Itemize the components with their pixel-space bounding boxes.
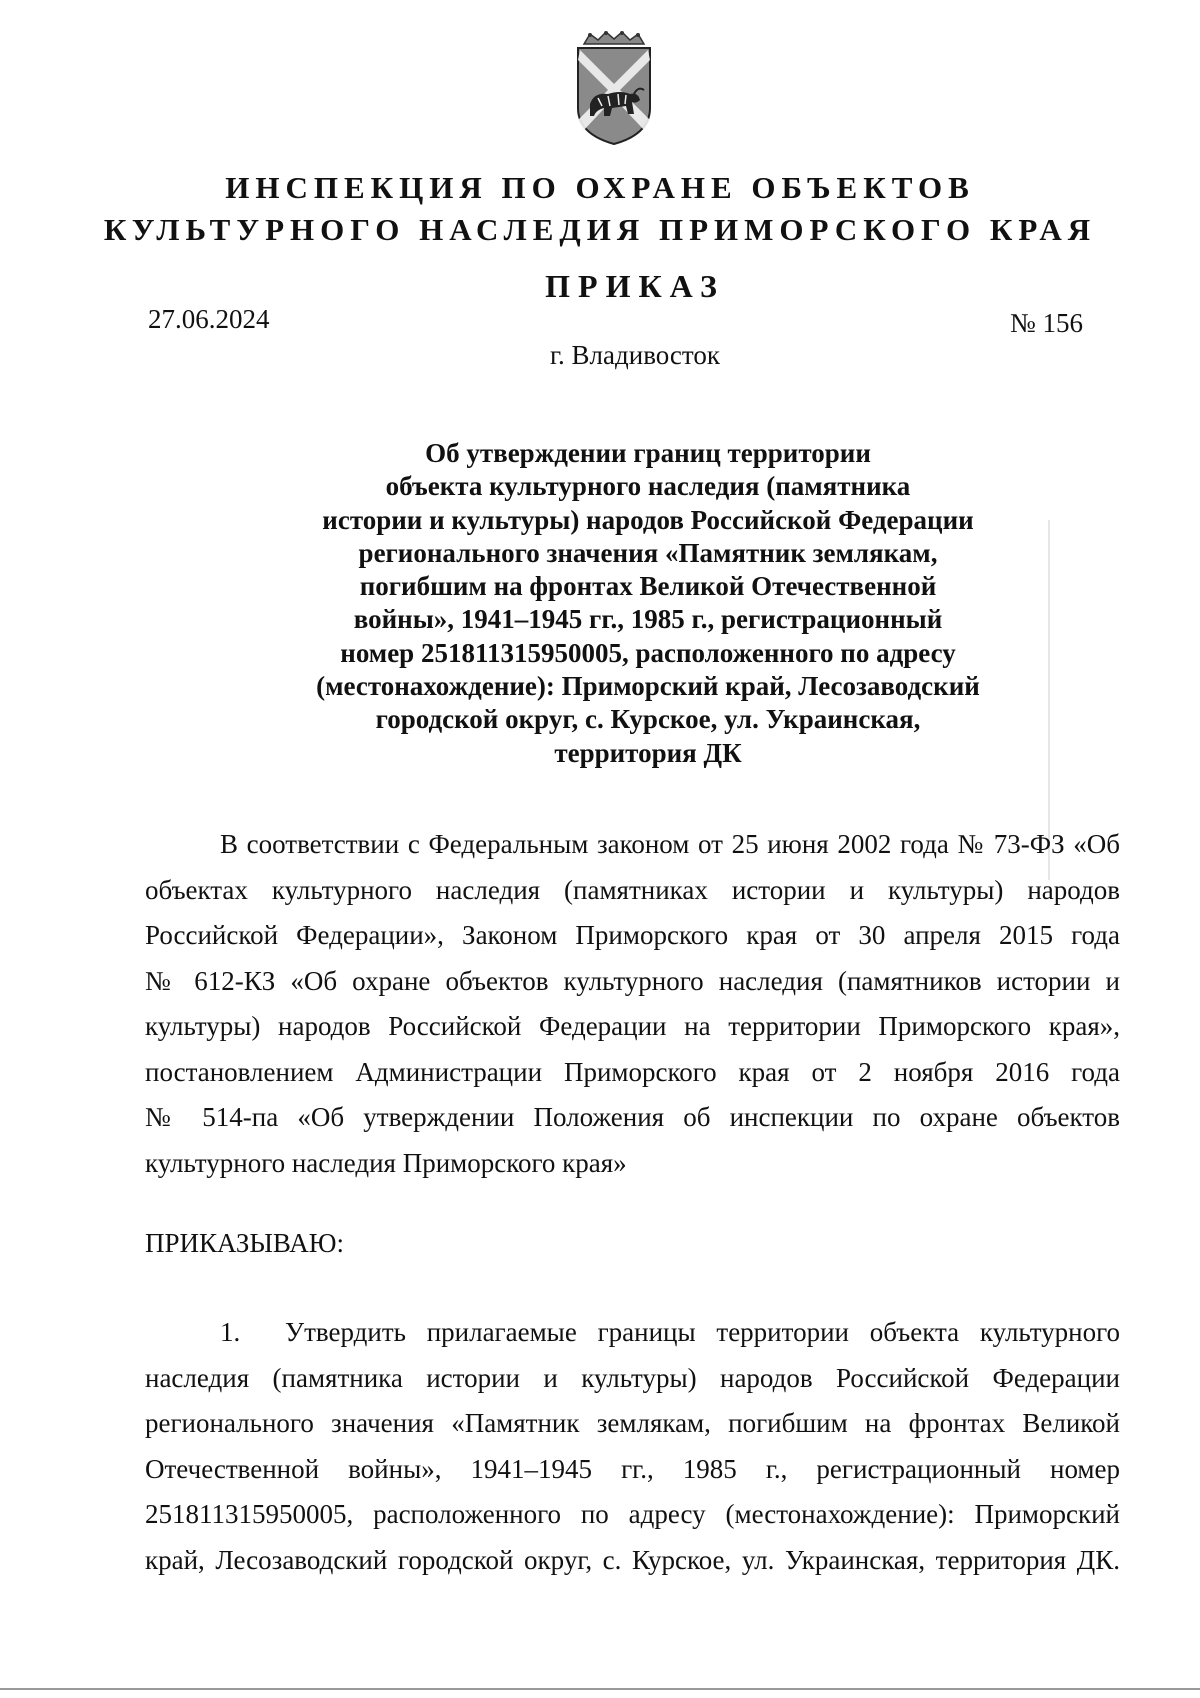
page-bottom-edge: [0, 1688, 1200, 1690]
organization-name-line-1: ИНСПЕКЦИЯ ПО ОХРАНЕ ОБЪЕКТОВ: [225, 170, 975, 205]
preamble-line: культуры) народов Российской Федерации на территории Приморского края»,: [145, 1011, 1120, 1041]
preamble-line: № 514-па «Об утверждении Положения об инспекции по охране объектов: [145, 1102, 1120, 1132]
preamble-line: постановлением Администрации Приморского края от 2 ноября 2016 года: [145, 1056, 1120, 1087]
subject-line: Об утверждении границ территории: [425, 438, 871, 468]
subject-line: территория ДК: [554, 737, 742, 768]
preamble-line: № 612-КЗ «Об охране объектов культурного наследия (памятников истории и: [145, 965, 1120, 996]
document-type: ПРИКАЗ: [545, 268, 725, 304]
document-date: 27.06.2024: [148, 304, 270, 334]
coat-of-arms-icon: [564, 30, 664, 148]
subject-line: войны», 1941–1945 гг., 1985 г., регистрационный: [353, 604, 943, 635]
subject-line: номер 251811315950005, расположенного по адресу: [340, 637, 956, 668]
preamble-paragraph: [145, 822, 1120, 1186]
subject-line: истории и культуры) народов Российской Федерации: [322, 504, 974, 535]
order-subject: [290, 437, 1006, 770]
item-line: наследия (памятника истории и культуры) народов Российской Федерации: [145, 1362, 1120, 1393]
preamble-line: Российской Федерации», Законом Приморского края от 30 апреля 2015 года: [145, 920, 1120, 950]
document-city: г. Владивосток: [550, 340, 720, 370]
order-item-1: [145, 1310, 1120, 1583]
item-line: 251811315950005, расположенного по адресу (местонахождение): Приморский: [145, 1499, 1120, 1529]
subject-line: городской округ, с. Курское, ул. Украинская,: [375, 704, 921, 735]
organization-name-line-2: КУЛЬТУРНОГО НАСЛЕДИЯ ПРИМОРСКОГО КРАЯ: [103, 212, 1097, 247]
subject-line: погибшим на фронтах Великой Отечественной: [359, 571, 937, 602]
preamble-line: объектах культурного наследия (памятниках истории и культуры) народов: [145, 874, 1120, 905]
document-number: № 156: [1010, 308, 1084, 338]
item-line-text: Утвердить прилагаемые границы территории объекта культурного: [285, 1317, 1120, 1347]
item-line: [145, 1310, 1120, 1356]
preamble-line: В соответствии с Федеральным законом от 25 июня 2002 года № 73-ФЗ «Об: [220, 829, 1120, 859]
item-line: край, Лесозаводский городской округ, с. Курское, ул. Украинская, территория ДК.: [145, 1544, 1120, 1575]
subject-line: (местонахождение): Приморский край, Лесозаводский: [316, 671, 980, 702]
subject-line: объекта культурного наследия (памятника: [385, 471, 911, 502]
order-directive-word: ПРИКАЗЫВАЮ:: [145, 1228, 344, 1258]
subject-line: регионального значения «Памятник землякам,: [358, 537, 938, 568]
preamble-line: культурного наследия Приморского края»: [145, 1147, 627, 1178]
item-line: Отечественной войны», 1941–1945 гг., 1985 г., регистрационный номер: [145, 1453, 1120, 1484]
item-number: 1.: [220, 1317, 241, 1347]
item-line: регионального значения «Памятник землякам, погибшим на фронтах Великой: [145, 1408, 1120, 1438]
